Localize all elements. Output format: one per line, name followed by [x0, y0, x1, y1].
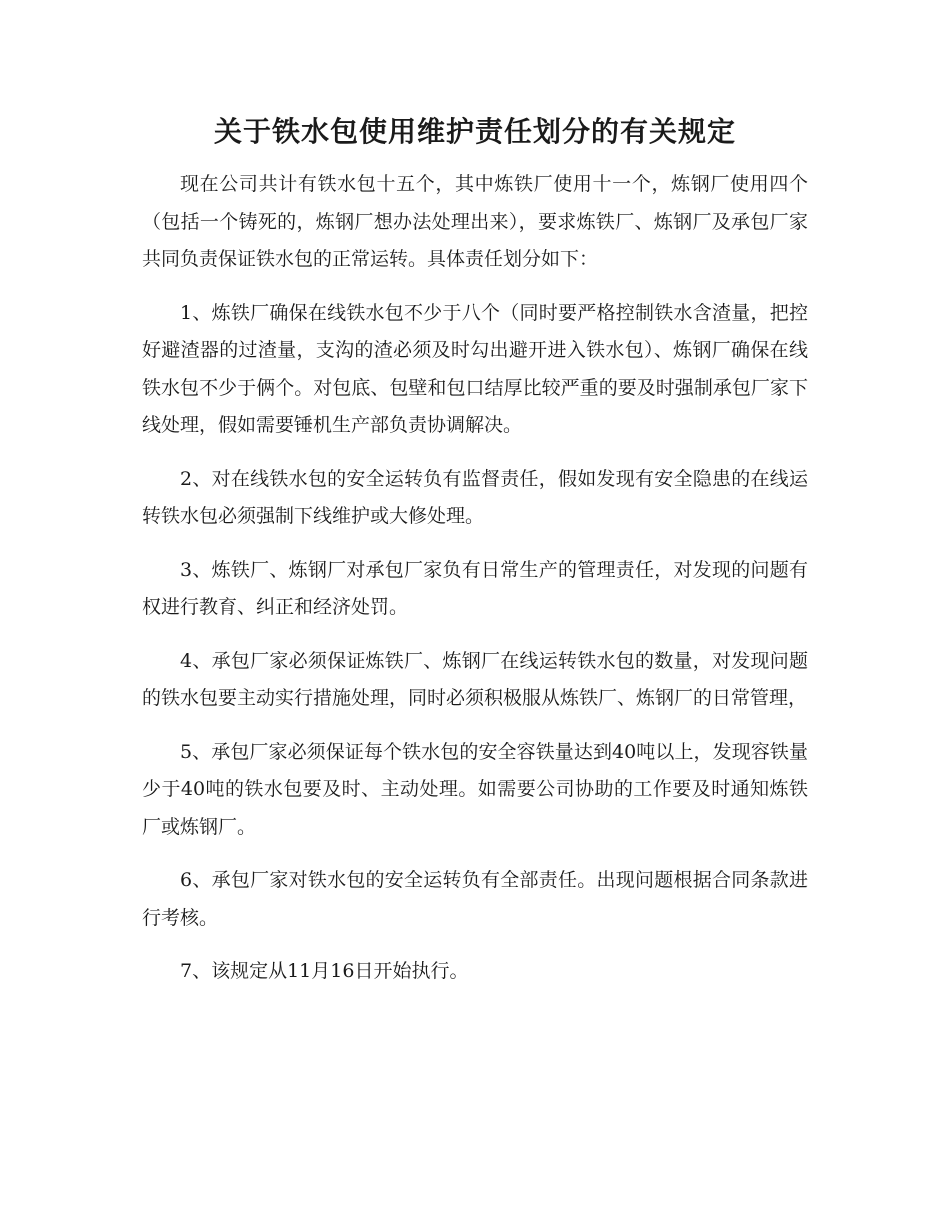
paragraph-item-5: 5、承包厂家必须保证每个铁水包的安全容铁量达到40吨以上，发现容铁量少于40吨的铁水包要及时、主动处理。如需要公司协助的工作要及时通知炼铁厂或炼钢厂。 — [142, 740, 808, 838]
paragraph-item-6: 6、承包厂家对铁水包的安全运转负有全部责任。出现问题根据合同条款进行考核。 — [142, 869, 808, 929]
document-title: 关于铁水包使用维护责任划分的有关规定 — [213, 115, 736, 148]
paragraph-item-4: 4、承包厂家必须保证炼铁厂、炼钢厂在线运转铁水包的数量，对发现问题的铁水包要主动实行措施处理，同时必须积极服从炼铁厂、炼钢厂的日常管理， — [142, 649, 808, 709]
paragraph-item-3: 3、炼铁厂、炼钢厂对承包厂家负有日常生产的管理责任，对发现的问题有权进行教育、纠正和经济处罚。 — [142, 558, 808, 618]
paragraph-intro: 现在公司共计有铁水包十五个，其中炼铁厂使用十一个，炼钢厂使用四个（包括一个铸死的，炼钢厂想办法处理出来），要求炼铁厂、炼钢厂及承包厂家共同负责保证铁水包的正常运转。具体责任划分如下： — [142, 173, 808, 270]
document-body — [142, 166, 808, 1007]
paragraph-item-1: 1、炼铁厂确保在线铁水包不少于八个（同时要严格控制铁水含渣量，把控好避渣器的过渣量，支沟的渣必须及时勾出避开进入铁水包）、炼钢厂确保在线铁水包不少于俩个。对包底、包壁和包口结厚比较严重的要及时强制承包厂家下线处理，假如需要锤机生产部负责协调解决。 — [142, 301, 808, 436]
paragraph-item-7: 7、该规定从11月16日开始执行。 — [180, 960, 469, 982]
paragraph-item-2: 2、对在线铁水包的安全运转负有监督责任，假如发现有安全隐患的在线运转铁水包必须强制下线维护或大修处理。 — [142, 467, 808, 527]
